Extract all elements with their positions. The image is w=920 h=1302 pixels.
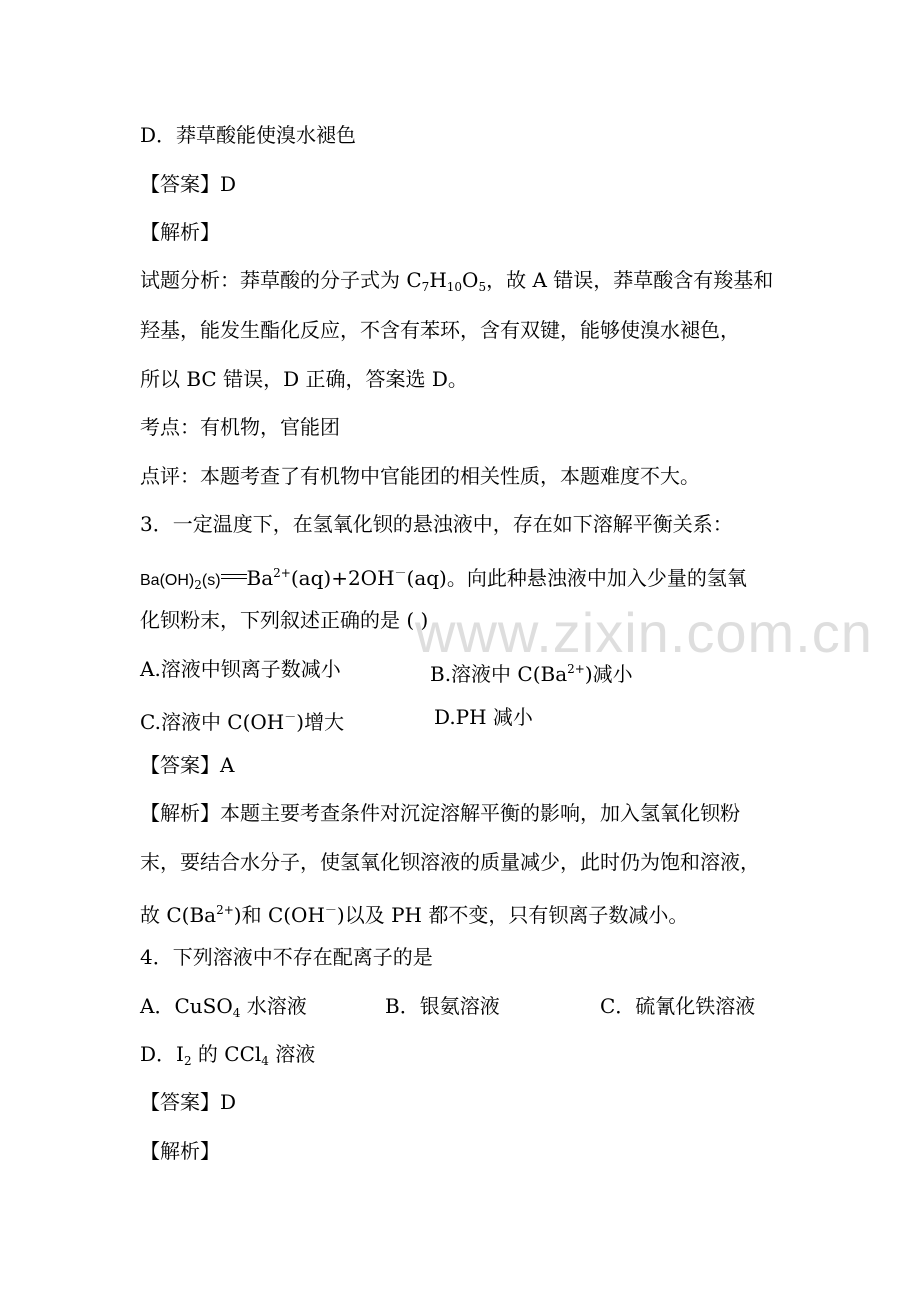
q2-option-d: D．莽草酸能使溴水褪色 — [140, 123, 357, 147]
q3-option-a: A.溶液中钡离子数减小 — [140, 657, 341, 681]
q3-option-d: D.PH 减小 — [434, 705, 533, 729]
q2-analysis-line-2: 羟基，能发生酯化反应，不含有苯环，含有双键，能够使溴水褪色， — [140, 318, 740, 342]
q4-option-a: A．CuSO$_4$ 水溶液 — [140, 994, 307, 1020]
q2-analysis-line-3: 所以 BC 错误，D 正确，答案选 D。 — [140, 367, 468, 391]
q3-analysis-line-2: 末，要结合水分子，使氢氧化钡溶液的质量减少，此时仍为饱和溶液， — [140, 850, 760, 874]
q3-analysis-line-3: 故 $C(Ba^{2+})$和 C(OH－)以及 PH 都不变，只有钡离子数减小。 — [140, 903, 689, 927]
watermark: www.zixin.com.cn — [415, 601, 873, 664]
q3-answer: 【答案】A — [140, 753, 235, 777]
q3-equation-line: $Ba(OH)_2(s)$ $Ba^{2+}(aq)+2OH^-(aq)$。向此种悬浊液中加入少量的氢氧 — [140, 566, 747, 592]
equilibrium-arrow-icon — [221, 572, 247, 582]
q4-stem: 4．下列溶液中不存在配离子的是 — [140, 945, 433, 969]
q2-kaodian: 考点：有机物，官能团 — [140, 415, 340, 439]
q3-option-b: B.溶液中 $C(Ba^{2+})$减小 — [430, 662, 633, 686]
q4-option-c: C．硫氰化铁溶液 — [600, 994, 756, 1018]
q4-option-b: B．银氨溶液 — [385, 994, 500, 1018]
q3-stem: 3．一定温度下，在氢氧化钡的悬浊液中，存在如下溶解平衡关系： — [140, 512, 733, 536]
q4-analysis-label: 【解析】 — [140, 1139, 220, 1163]
q4-option-d: D．$I_2$ 的 CCl$_4$ 溶液 — [140, 1042, 316, 1068]
q2-answer: 【答案】D — [140, 172, 237, 196]
q4-answer: 【答案】D — [140, 1090, 237, 1114]
q2-analysis-label: 【解析】 — [140, 220, 220, 244]
q3-stem-continued: 化钡粉末，下列叙述正确的是 ( ) — [140, 608, 429, 632]
q3-option-c: C.溶液中 C(OH－)增大 — [140, 710, 345, 734]
q2-dianping: 点评：本题考查了有机物中官能团的相关性质，本题难度不大。 — [140, 464, 700, 488]
q2-analysis-line-1: 试题分析：莽草酸的分子式为 $C_7H_{10}O_5$，故 A 错误，莽草酸含有羧基和 — [140, 268, 774, 294]
q3-analysis-line-1: 【解析】本题主要考查条件对沉淀溶解平衡的影响，加入氢氧化钡粉 — [140, 801, 740, 825]
